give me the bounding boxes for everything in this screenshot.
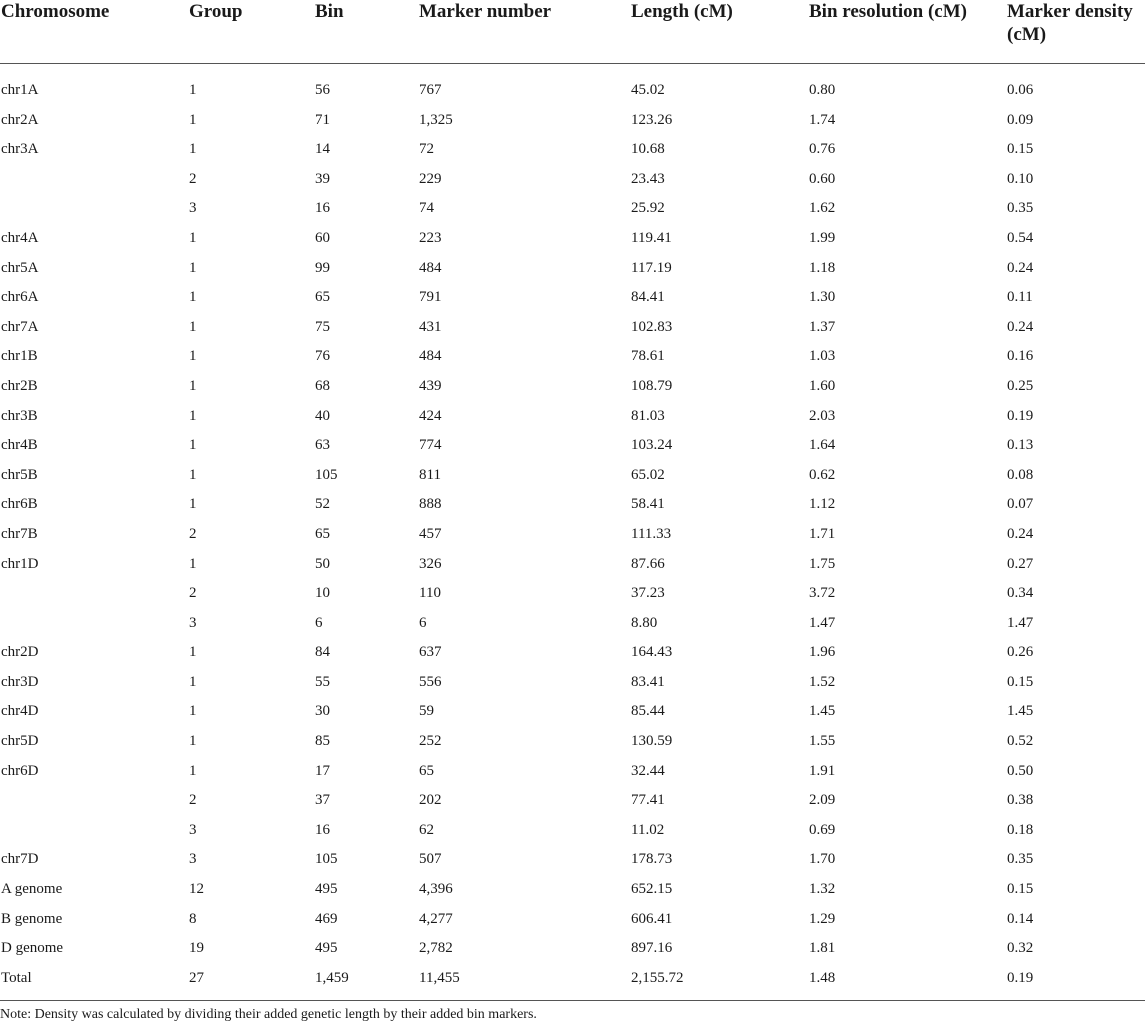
cell-marker-number: 457 xyxy=(419,525,442,542)
cell-chromosome: D genome xyxy=(1,940,64,957)
cell-marker-density: 0.24 xyxy=(1007,259,1034,276)
cell-bin-resolution: 1.30 xyxy=(809,289,836,306)
cell-length: 25.92 xyxy=(631,200,665,217)
cell-marker-number: 223 xyxy=(419,229,442,246)
cell-bin-resolution: 1.74 xyxy=(809,111,836,128)
cell-length: 65.02 xyxy=(631,466,665,483)
cell-bin-resolution: 1.52 xyxy=(809,673,836,690)
header-row xyxy=(0,0,1145,64)
table-row xyxy=(0,376,1145,406)
cell-chromosome: B genome xyxy=(1,910,63,927)
cell-group: 1 xyxy=(189,673,197,690)
cell-chromosome xyxy=(0,613,188,643)
cell-bin-resolution: 0.62 xyxy=(809,466,836,483)
cell-bin: 65 xyxy=(315,289,330,306)
cell-chromosome xyxy=(0,820,188,850)
cell-bin-resolution: 1.60 xyxy=(809,377,836,394)
header-bin-resolution: Bin resolution (cM) xyxy=(808,0,1006,64)
cell-marker-number: 484 xyxy=(419,259,442,276)
cell-group: 1 xyxy=(189,555,197,572)
cell-marker-density: 0.08 xyxy=(1007,466,1034,483)
cell-marker-density: 0.25 xyxy=(1007,377,1034,394)
cell-bin-resolution: 1.71 xyxy=(809,525,836,542)
cell-bin: 65 xyxy=(315,525,330,542)
cell-bin: 60 xyxy=(315,229,330,246)
table-row xyxy=(0,287,1145,317)
table-row xyxy=(0,435,1145,465)
cell-marker-number: 202 xyxy=(419,792,442,809)
cell-length: 103.24 xyxy=(631,437,673,454)
cell-length: 111.33 xyxy=(631,525,672,542)
cell-bin-resolution: 2.09 xyxy=(809,792,836,809)
cell-bin-resolution: 1.37 xyxy=(809,318,836,335)
cell-chromosome: chr4A xyxy=(1,229,39,246)
cell-group: 1 xyxy=(189,289,197,306)
cell-group: 1 xyxy=(189,407,197,424)
cell-bin: 16 xyxy=(315,821,330,838)
cell-marker-number: 326 xyxy=(419,555,442,572)
table-row xyxy=(0,465,1145,495)
cell-chromosome: chr1D xyxy=(1,555,39,572)
cell-bin: 39 xyxy=(315,170,330,187)
cell-bin: 469 xyxy=(315,910,338,927)
cell-chromosome: chr6A xyxy=(1,289,39,306)
cell-group: 3 xyxy=(189,851,197,868)
header-bin: Bin xyxy=(314,0,418,64)
cell-chromosome: chr3B xyxy=(1,407,38,424)
cell-marker-number: 62 xyxy=(419,821,434,838)
cell-length: 58.41 xyxy=(631,496,665,513)
cell-chromosome: chr5B xyxy=(1,466,38,483)
table-row xyxy=(0,613,1145,643)
cell-bin: 63 xyxy=(315,437,330,454)
cell-bin: 30 xyxy=(315,703,330,720)
cell-chromosome: chr5D xyxy=(1,733,39,750)
cell-bin: 17 xyxy=(315,762,330,779)
cell-length: 78.61 xyxy=(631,348,665,365)
table-row xyxy=(0,406,1145,436)
table-row xyxy=(0,968,1145,998)
cell-bin-resolution: 0.60 xyxy=(809,170,836,187)
cell-length: 102.83 xyxy=(631,318,673,335)
cell-bin: 52 xyxy=(315,496,330,513)
cell-bin: 68 xyxy=(315,377,330,394)
cell-length: 123.26 xyxy=(631,111,673,128)
cell-length: 119.41 xyxy=(631,229,672,246)
cell-chromosome: chr5A xyxy=(1,259,39,276)
table-row xyxy=(0,198,1145,228)
cell-bin-resolution: 0.80 xyxy=(809,82,836,98)
cell-group: 1 xyxy=(189,733,197,750)
cell-group: 1 xyxy=(189,762,197,779)
cell-bin: 6 xyxy=(315,614,323,631)
table-row xyxy=(0,879,1145,909)
cell-marker-number: 59 xyxy=(419,703,434,720)
cell-bin-resolution: 1.47 xyxy=(809,614,836,631)
table-row xyxy=(0,317,1145,347)
cell-length: 32.44 xyxy=(631,762,665,779)
cell-marker-number: 4,396 xyxy=(419,881,453,898)
table-note: Note: Density was calculated by dividing their added genetic length by their added bin markers. xyxy=(0,1007,537,1022)
cell-marker-number: 11,455 xyxy=(419,969,460,986)
cell-chromosome: chr7B xyxy=(1,525,38,542)
cell-marker-density: 0.15 xyxy=(1007,673,1034,690)
cell-chromosome xyxy=(0,169,188,199)
cell-marker-density: 1.47 xyxy=(1007,614,1034,631)
cell-bin-resolution: 1.75 xyxy=(809,555,836,572)
cell-marker-density: 0.27 xyxy=(1007,555,1034,572)
cell-marker-density: 0.14 xyxy=(1007,910,1034,927)
cell-bin-resolution: 1.99 xyxy=(809,229,836,246)
table-row xyxy=(0,494,1145,524)
cell-chromosome: chr4D xyxy=(1,703,39,720)
cell-length: 37.23 xyxy=(631,585,665,602)
cell-length: 83.41 xyxy=(631,673,665,690)
cell-bin-resolution: 1.81 xyxy=(809,940,836,957)
cell-length: 130.59 xyxy=(631,733,673,750)
cell-chromosome: chr7A xyxy=(1,318,39,335)
cell-group: 3 xyxy=(189,200,197,217)
cell-bin: 84 xyxy=(315,644,330,661)
table-row xyxy=(0,169,1145,199)
cell-length: 87.66 xyxy=(631,555,665,572)
cell-marker-number: 439 xyxy=(419,377,442,394)
table-row xyxy=(0,790,1145,820)
table-row xyxy=(0,849,1145,879)
cell-length: 10.68 xyxy=(631,141,665,158)
cell-marker-density: 0.13 xyxy=(1007,437,1034,454)
cell-marker-number: 4,277 xyxy=(419,910,453,927)
cell-chromosome: chr1B xyxy=(1,348,38,365)
cell-bin-resolution: 1.12 xyxy=(809,496,836,513)
cell-marker-density: 0.19 xyxy=(1007,969,1034,986)
cell-marker-density: 0.11 xyxy=(1007,289,1033,306)
cell-bin-resolution: 2.03 xyxy=(809,407,836,424)
cell-group: 1 xyxy=(189,82,197,98)
cell-length: 108.79 xyxy=(631,377,673,394)
note-divider xyxy=(0,1000,1145,1001)
header-group: Group xyxy=(188,0,314,64)
cell-chromosome: chr4B xyxy=(1,437,38,454)
cell-marker-density: 0.24 xyxy=(1007,318,1034,335)
cell-length: 84.41 xyxy=(631,289,665,306)
cell-group: 27 xyxy=(189,969,204,986)
table-row xyxy=(0,524,1145,554)
cell-bin: 105 xyxy=(315,851,338,868)
cell-chromosome: A genome xyxy=(1,881,63,898)
cell-bin-resolution: 1.91 xyxy=(809,762,836,779)
cell-bin: 55 xyxy=(315,673,330,690)
header-marker-number: Marker number xyxy=(418,0,630,64)
cell-bin: 37 xyxy=(315,792,330,809)
cell-group: 1 xyxy=(189,496,197,513)
cell-chromosome: chr6B xyxy=(1,496,38,513)
cell-bin-resolution: 1.29 xyxy=(809,910,836,927)
cell-marker-density: 0.26 xyxy=(1007,644,1034,661)
cell-marker-number: 229 xyxy=(419,170,442,187)
header-chromosome: Chromosome xyxy=(0,0,188,64)
cell-chromosome xyxy=(0,790,188,820)
cell-bin: 75 xyxy=(315,318,330,335)
cell-length: 178.73 xyxy=(631,851,673,868)
header-marker-density: Marker density (cM) xyxy=(1006,0,1145,64)
cell-bin-resolution: 3.72 xyxy=(809,585,836,602)
cell-marker-number: 252 xyxy=(419,733,442,750)
cell-marker-number: 431 xyxy=(419,318,442,335)
cell-length: 606.41 xyxy=(631,910,673,927)
table-row xyxy=(0,139,1145,169)
cell-bin-resolution: 1.64 xyxy=(809,437,836,454)
table-row xyxy=(0,909,1145,939)
cell-length: 11.02 xyxy=(631,821,665,838)
cell-bin: 495 xyxy=(315,881,338,898)
cell-bin: 99 xyxy=(315,259,330,276)
cell-marker-number: 811 xyxy=(419,466,441,483)
cell-marker-density: 0.06 xyxy=(1007,82,1034,98)
cell-group: 2 xyxy=(189,585,197,602)
cell-marker-density: 0.35 xyxy=(1007,851,1034,868)
cell-length: 164.43 xyxy=(631,644,673,661)
table-row xyxy=(0,642,1145,672)
cell-length: 85.44 xyxy=(631,703,665,720)
table-row xyxy=(0,731,1145,761)
cell-marker-number: 556 xyxy=(419,673,442,690)
cell-group: 2 xyxy=(189,792,197,809)
table-row xyxy=(0,701,1145,731)
cell-bin-resolution: 0.69 xyxy=(809,821,836,838)
cell-marker-number: 637 xyxy=(419,644,442,661)
cell-marker-number: 484 xyxy=(419,348,442,365)
cell-bin-resolution: 1.48 xyxy=(809,969,836,986)
cell-marker-density: 0.10 xyxy=(1007,170,1034,187)
cell-group: 1 xyxy=(189,259,197,276)
cell-bin-resolution: 1.70 xyxy=(809,851,836,868)
cell-group: 12 xyxy=(189,881,204,898)
cell-group: 1 xyxy=(189,466,197,483)
cell-chromosome: chr2B xyxy=(1,377,38,394)
cell-group: 1 xyxy=(189,437,197,454)
table-row xyxy=(0,583,1145,613)
cell-marker-number: 888 xyxy=(419,496,442,513)
cell-length: 897.16 xyxy=(631,940,673,957)
cell-bin: 85 xyxy=(315,733,330,750)
cell-group: 1 xyxy=(189,703,197,720)
cell-group: 8 xyxy=(189,910,197,927)
cell-marker-number: 1,325 xyxy=(419,111,453,128)
cell-bin-resolution: 1.45 xyxy=(809,703,836,720)
cell-chromosome: Total xyxy=(1,969,32,986)
cell-length: 23.43 xyxy=(631,170,665,187)
cell-marker-number: 6 xyxy=(419,614,427,631)
cell-marker-density: 0.52 xyxy=(1007,733,1034,750)
cell-group: 3 xyxy=(189,821,197,838)
cell-bin-resolution: 1.18 xyxy=(809,259,836,276)
cell-marker-number: 2,782 xyxy=(419,940,453,957)
cell-marker-density: 0.15 xyxy=(1007,881,1034,898)
cell-bin: 71 xyxy=(315,111,330,128)
cell-length: 77.41 xyxy=(631,792,665,809)
cell-bin: 1,459 xyxy=(315,969,349,986)
cell-group: 2 xyxy=(189,525,197,542)
cell-marker-density: 0.54 xyxy=(1007,229,1034,246)
cell-chromosome: chr2A xyxy=(1,111,39,128)
cell-bin: 76 xyxy=(315,348,330,365)
cell-group: 1 xyxy=(189,348,197,365)
cell-marker-density: 0.35 xyxy=(1007,200,1034,217)
table-body xyxy=(0,64,1145,998)
cell-marker-density: 0.09 xyxy=(1007,111,1034,128)
cell-group: 3 xyxy=(189,614,197,631)
cell-length: 117.19 xyxy=(631,259,672,276)
cell-group: 1 xyxy=(189,111,197,128)
cell-group: 1 xyxy=(189,141,197,158)
cell-bin: 495 xyxy=(315,940,338,957)
cell-length: 652.15 xyxy=(631,881,673,898)
cell-bin-resolution: 1.03 xyxy=(809,348,836,365)
cell-group: 1 xyxy=(189,229,197,246)
cell-marker-density: 1.45 xyxy=(1007,703,1034,720)
cell-marker-density: 0.38 xyxy=(1007,792,1034,809)
table-row xyxy=(0,64,1145,110)
cell-chromosome: chr3A xyxy=(1,141,39,158)
cell-marker-density: 0.24 xyxy=(1007,525,1034,542)
cell-bin-resolution: 1.55 xyxy=(809,733,836,750)
cell-bin: 50 xyxy=(315,555,330,572)
cell-group: 19 xyxy=(189,940,204,957)
cell-marker-density: 0.15 xyxy=(1007,141,1034,158)
cell-marker-number: 424 xyxy=(419,407,442,424)
cell-marker-density: 0.32 xyxy=(1007,940,1034,957)
cell-group: 1 xyxy=(189,377,197,394)
cell-group: 2 xyxy=(189,170,197,187)
cell-marker-number: 767 xyxy=(419,82,442,98)
table-row xyxy=(0,258,1145,288)
cell-bin-resolution: 1.62 xyxy=(809,200,836,217)
cell-bin-resolution: 1.32 xyxy=(809,881,836,898)
cell-length: 45.02 xyxy=(631,82,665,98)
table-row xyxy=(0,228,1145,258)
cell-length: 8.80 xyxy=(631,614,658,631)
cell-bin: 40 xyxy=(315,407,330,424)
table-row xyxy=(0,554,1145,584)
cell-marker-number: 72 xyxy=(419,141,434,158)
table-row xyxy=(0,110,1145,140)
cell-marker-density: 0.07 xyxy=(1007,496,1034,513)
cell-marker-number: 774 xyxy=(419,437,442,454)
table-row xyxy=(0,820,1145,850)
cell-bin-resolution: 0.76 xyxy=(809,141,836,158)
cell-group: 1 xyxy=(189,644,197,661)
cell-length: 2,155.72 xyxy=(631,969,684,986)
cell-marker-density: 0.16 xyxy=(1007,348,1034,365)
cell-marker-number: 507 xyxy=(419,851,442,868)
cell-marker-density: 0.34 xyxy=(1007,585,1034,602)
cell-bin: 10 xyxy=(315,585,330,602)
cell-marker-number: 791 xyxy=(419,289,442,306)
cell-bin: 16 xyxy=(315,200,330,217)
cell-length: 81.03 xyxy=(631,407,665,424)
cell-bin: 56 xyxy=(315,82,330,98)
cell-chromosome: chr7D xyxy=(1,851,39,868)
cell-marker-number: 110 xyxy=(419,585,441,602)
cell-chromosome: chr6D xyxy=(1,762,39,779)
cell-marker-number: 74 xyxy=(419,200,434,217)
cell-chromosome: chr1A xyxy=(1,82,39,98)
header-length: Length (cM) xyxy=(630,0,808,64)
cell-marker-density: 0.19 xyxy=(1007,407,1034,424)
table-row xyxy=(0,761,1145,791)
table-row xyxy=(0,672,1145,702)
cell-group: 1 xyxy=(189,318,197,335)
cell-marker-number: 65 xyxy=(419,762,434,779)
table-header xyxy=(0,0,1145,64)
cell-chromosome: chr2D xyxy=(1,644,39,661)
cell-bin: 105 xyxy=(315,466,338,483)
cell-marker-density: 0.18 xyxy=(1007,821,1034,838)
cell-bin: 14 xyxy=(315,141,330,158)
table-row xyxy=(0,346,1145,376)
cell-chromosome: chr3D xyxy=(1,673,39,690)
cell-chromosome xyxy=(0,198,188,228)
cell-marker-density: 0.50 xyxy=(1007,762,1034,779)
cell-bin-resolution: 1.96 xyxy=(809,644,836,661)
table-row xyxy=(0,938,1145,968)
cell-chromosome xyxy=(0,583,188,613)
